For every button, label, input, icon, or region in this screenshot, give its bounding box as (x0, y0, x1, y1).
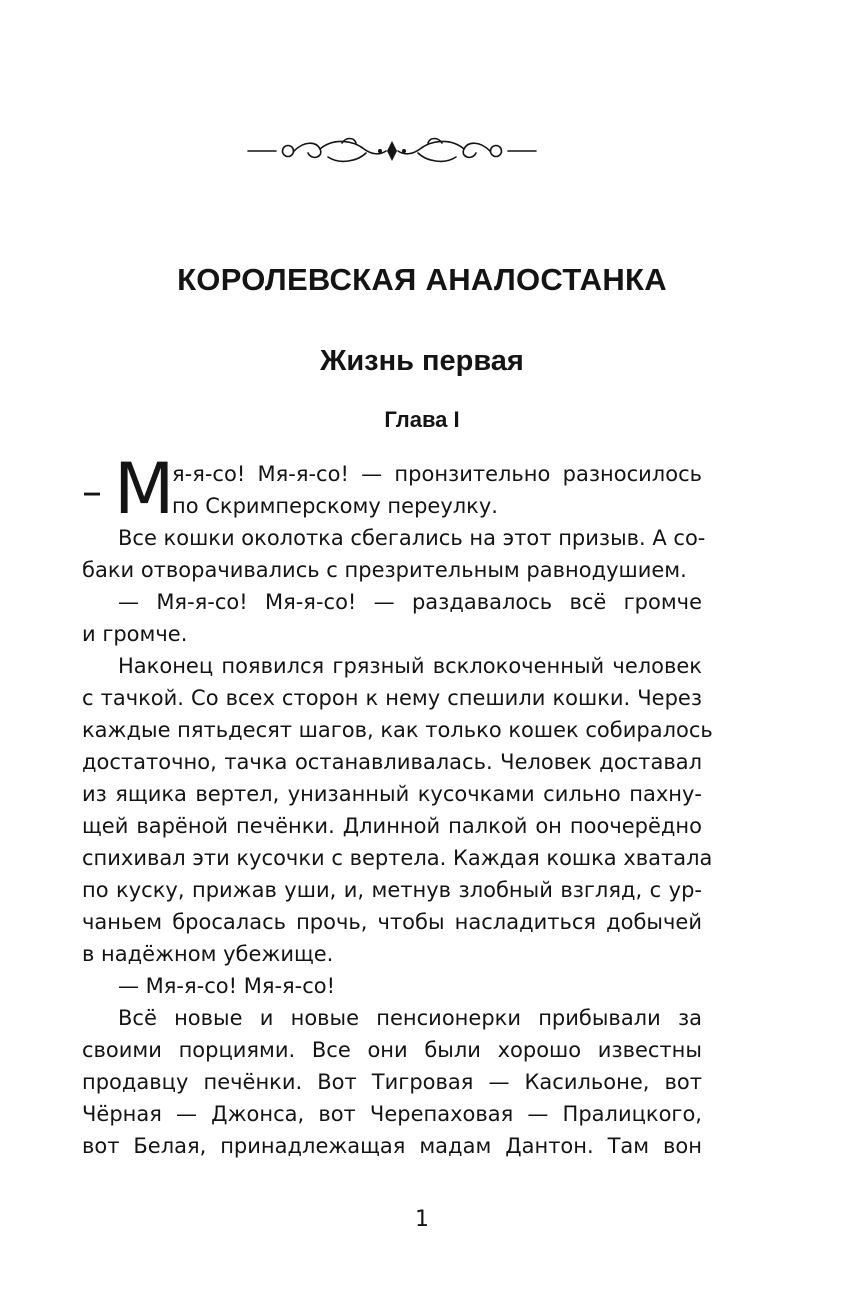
text-line: щей варёной печёнки. Длинной палкой он поочерёдно (82, 814, 702, 838)
paragraph-4 (82, 650, 713, 970)
page-number: 1 (415, 1207, 429, 1232)
book-title: КОРОЛЕВСКАЯ АНАЛОСТАНКА (177, 262, 667, 297)
paragraph-6 (82, 1002, 702, 1162)
text-line: — Мя-я-со! Мя-я-со! (118, 974, 336, 998)
text-line: с тачкой. Со всех сторон к нему спешили кошки. Через (82, 686, 702, 710)
text-line: по Скримперскому переулку. (172, 494, 498, 518)
text-line: — Мя-я-со! Мя-я-со! — раздавалось всё громче (118, 590, 702, 614)
text-line: достаточно, тачка останавливалась. Человек доставал (82, 750, 702, 774)
paragraph-3 (82, 586, 702, 650)
text-line: баки отворачивались с презрительным равнодушием. (82, 558, 687, 582)
chapter-title: Глава I (384, 407, 460, 432)
dropcap-dash: – (82, 469, 102, 515)
text-line: Всё новые и новые пенсионерки прибывали за (118, 1006, 702, 1030)
text-line: своими порциями. Все они были хорошо известны (82, 1038, 702, 1062)
part-title: Жизнь первая (320, 345, 524, 377)
paragraph-2 (82, 522, 706, 586)
text-line: и громче. (82, 622, 188, 646)
ornament-divider (246, 131, 538, 171)
text-line: продавцу печёнки. Вот Тигровая — Касильоне, вот (82, 1070, 702, 1094)
dropcap-letter: М (114, 448, 175, 530)
text-line: в надёжном убежище. (82, 942, 334, 966)
text-line: чаньем бросалась прочь, чтобы насладиться добычей (82, 910, 702, 934)
text-line: каждые пятьдесят шагов, как только кошек собиралось (82, 718, 713, 742)
paragraph-1 (82, 448, 702, 530)
text-line: Все кошки околотка сбегались на этот призыв. А со- (118, 526, 706, 550)
scroll-flourish-icon (246, 131, 538, 171)
text-line: из ящика вертел, унизанный кусочками сильно пахну- (82, 782, 702, 806)
text-line: спихивал эти кусочки с вертела. Каждая кошка хватала (82, 846, 713, 870)
text-line: по куску, прижав уши, и, метнув злобный взгляд, с ур- (82, 878, 702, 902)
text-line: я-я-со! Мя-я-со! — пронзительно разносилось (172, 462, 702, 486)
paragraph-5 (82, 970, 702, 1002)
text-line: Чёрная — Джонса, вот Черепаховая — Пралицкого, (82, 1102, 702, 1126)
body-text (82, 448, 713, 1162)
text-line: Наконец появился грязный всклокоченный человек (118, 654, 702, 678)
text-line: вот Белая, принадлежащая мадам Дантон. Там вон (82, 1134, 702, 1158)
